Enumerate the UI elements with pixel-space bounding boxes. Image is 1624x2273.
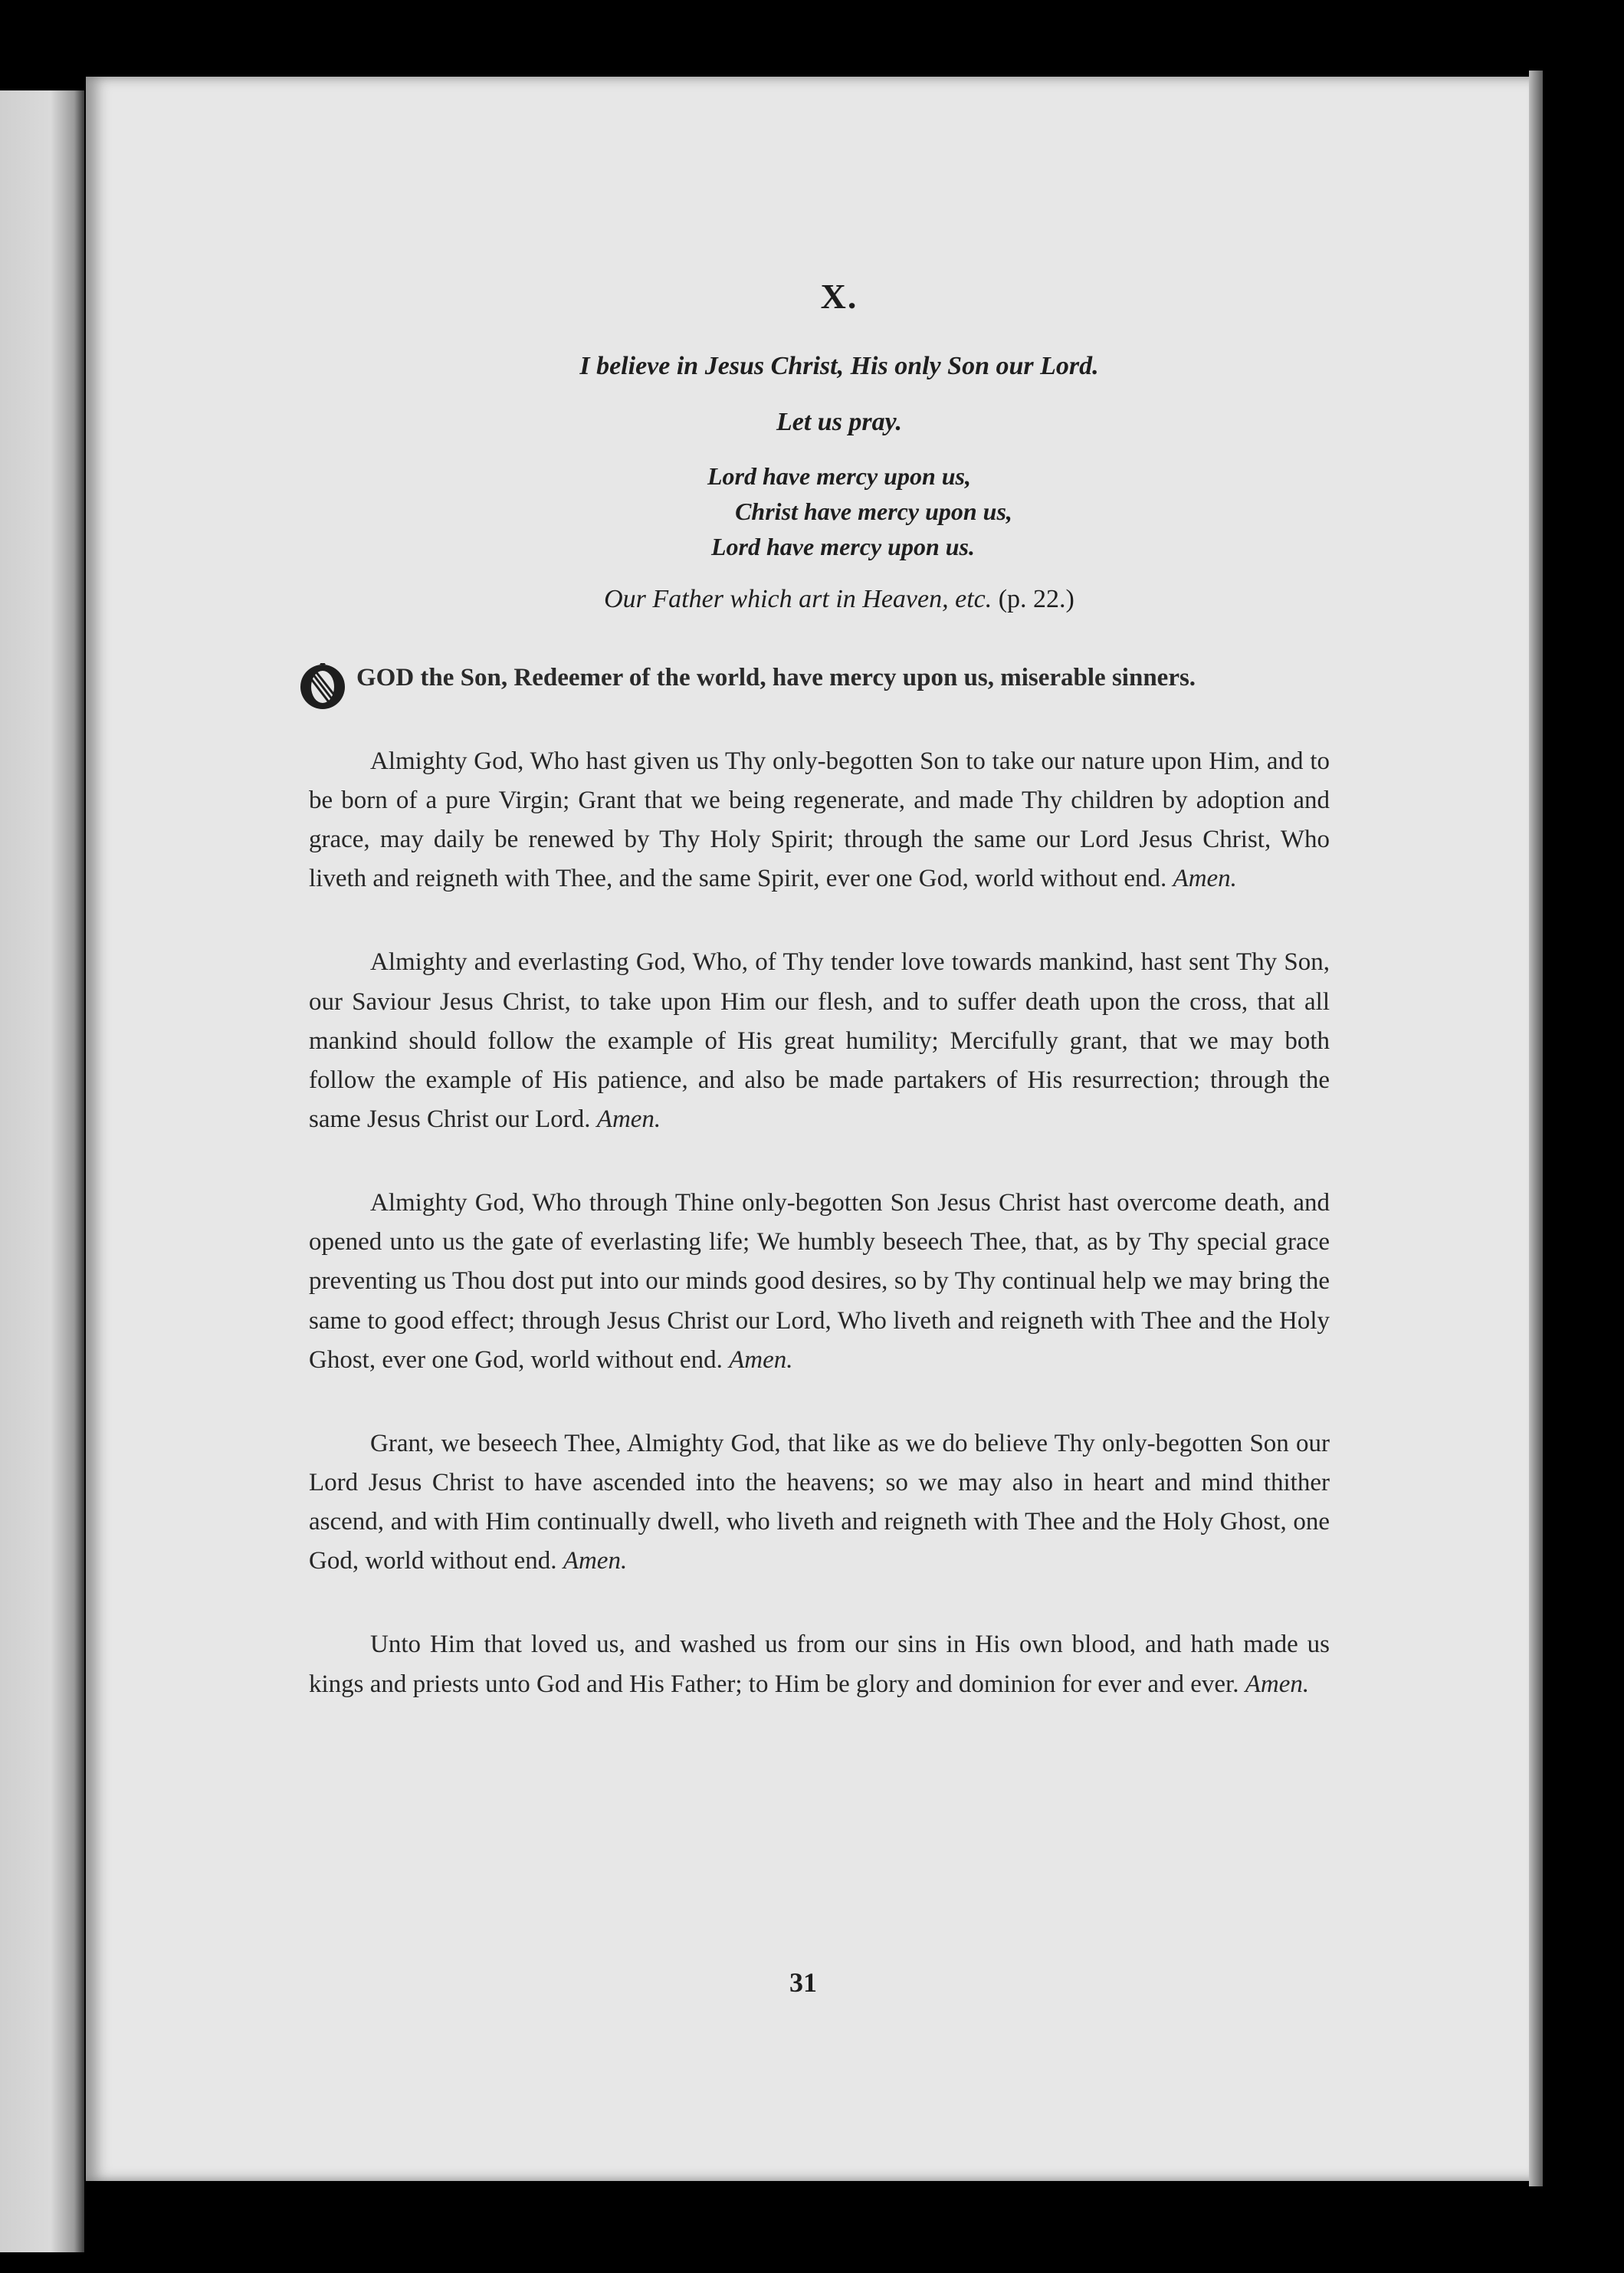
collect-text: Almighty God, Who hast given us Thy only-begotten Son to take our nature upon Him, and to be born of a pure Virgin; Grant that we being regenerate, and made Thy children by adoption and grace, may daily be renewed by Thy Holy Spirit; through the same our Lord Jesus Christ, Who liveth and reigneth with Thee, and the same Spirit, ever one God, world without end. [309,747,1330,893]
right-page-edge [1529,71,1543,2186]
lords-prayer-text: Our Father which art in Heaven, etc. [604,584,992,613]
page-number: 31 [789,1967,817,1998]
amen: Amen. [1245,1670,1310,1698]
doxology-text: Unto Him that loved us, and washed us from our sins in His own blood, and hath made us kings and priests unto God and His Father; to Him be glory and dominion for ever and ever. [309,1631,1330,1698]
amen: Amen. [729,1345,793,1374]
page-content [226,276,1330,1749]
kyrie-line: Lord have mercy upon us. [711,533,975,561]
kyrie-line: Christ have mercy upon us, [735,497,1012,525]
amen: Amen. [563,1547,628,1575]
creed-versicle: I believe in Jesus Christ, His only Son our Lord. [579,352,1099,380]
collect-text: Almighty and everlasting God, Who, of Thy tender love towards mankind, hast sent Thy Son, our Saviour Jesus Christ, to take upon Him our flesh, and to suffer death upon the cross, that all mankind should follow the example of His great humility; Mercifully grant, that we may both follow the example of His patience, and also be made partakers of His resurrection; through the same Jesus Christ our Lord. [309,948,1330,1134]
ornamental-o-initial-icon [299,663,346,711]
collect-paragraph [309,742,1330,899]
section-number: X. [820,277,858,316]
kyrie-line: Lord have mercy upon us, [707,461,971,490]
collect-text: Grant, we beseech Thee, Almighty God, that like as we do believe Thy only-begotten Son our Lord Jesus Christ to have ascended into the heavens; so we may also in heart and mind thither ascend, and with Him continually dwell, who liveth and reigneth with Thee and the Holy Ghost, one God, world without end. [309,1429,1330,1575]
collect-paragraph [309,1184,1330,1380]
invocation-paragraph [299,659,1330,698]
left-page-edge [0,90,84,2252]
invocation-text: GOD the Son, Redeemer of the world, have mercy upon us, miserable sinners. [356,663,1196,691]
amen: Amen. [596,1105,661,1134]
collect-text: Almighty God, Who through Thine only-begotten Son Jesus Christ hast overcome death, and opened unto us the gate of everlasting life; We humbly beseech Thee, that, as by Thy special grace preventing us Thou dost put into our minds good desires, so by Thy continual help we may bring the same to good effect; through Jesus Christ our Lord, Who liveth and reigneth with Thee and the Holy Ghost, ever one God, world without end. [309,1189,1330,1374]
kyrie-block [226,458,1330,565]
page-reference: (p. 22.) [998,584,1074,613]
collect-paragraph [309,943,1330,1139]
lords-prayer-rubric [226,585,1330,614]
doxology-paragraph [309,1625,1330,1703]
collect-paragraph [309,1424,1330,1582]
let-us-pray-versicle: Let us pray. [776,408,902,437]
amen: Amen. [1173,865,1237,893]
